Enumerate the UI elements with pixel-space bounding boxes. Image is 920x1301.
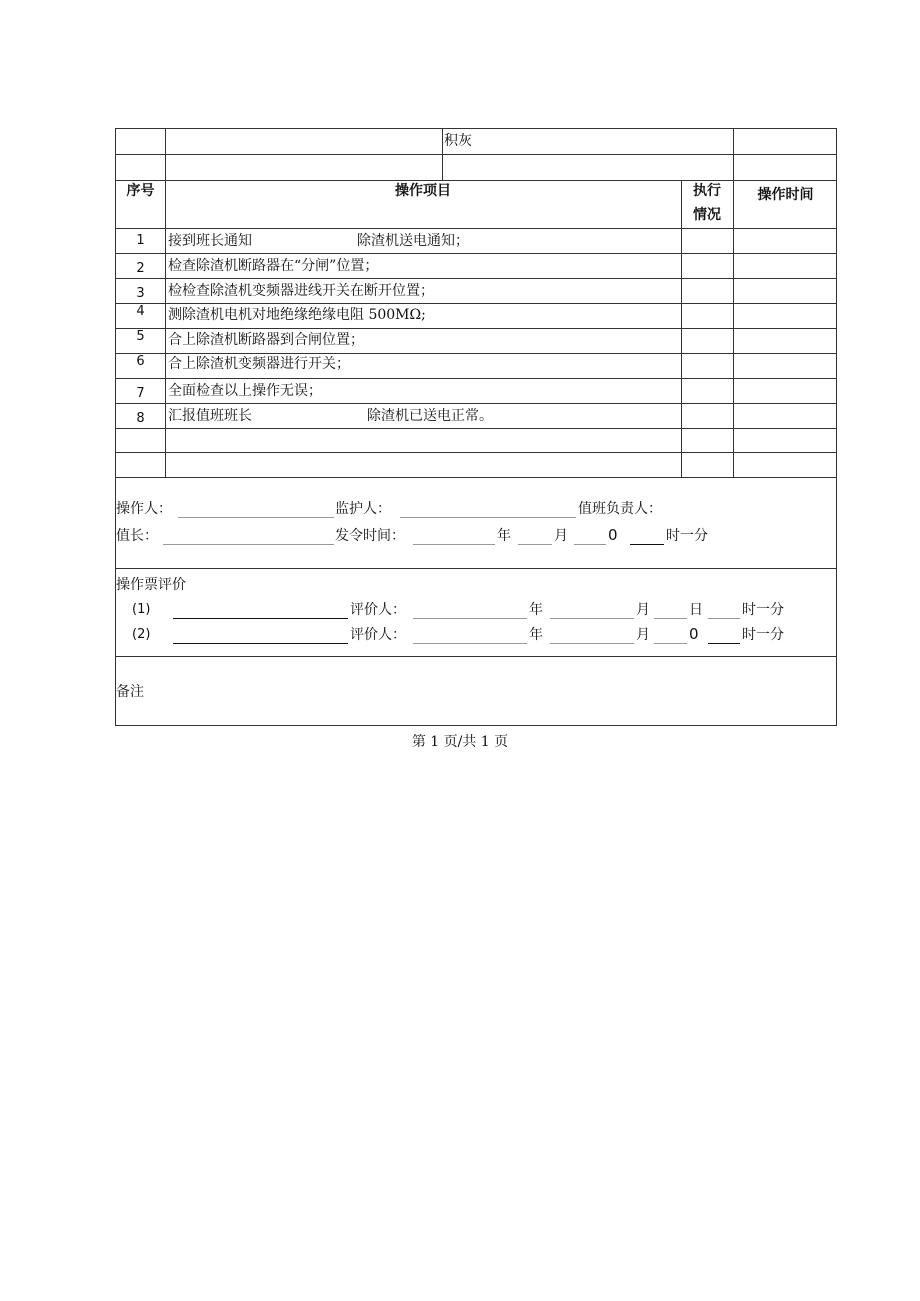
row-divider (116, 452, 836, 453)
col-divider (681, 180, 682, 477)
row-divider (116, 278, 836, 279)
day-value: 0 (608, 526, 618, 544)
step-number: 7 (136, 386, 145, 401)
step-text-2: 除渣机已送电正常。 (367, 408, 493, 424)
operator-label: 操作人： (116, 501, 172, 517)
time-end-label: 时一分 (742, 602, 784, 618)
supervisor-label: 监护人： (335, 501, 391, 517)
row-divider (116, 656, 836, 657)
step-text: 汇报值班班长 (168, 408, 252, 424)
step-text: 检检查除渣机变频器进线开关在断开位置； (168, 283, 434, 299)
col-divider (442, 129, 443, 180)
supervisor-field[interactable] (400, 517, 576, 518)
page-footer: 第 1 页/共 1 页 (411, 734, 509, 750)
row-divider (116, 180, 836, 181)
evaluator-label: 评价人： (350, 602, 406, 618)
step-text: 接到班长通知 (168, 233, 252, 249)
evaluator-label: 评价人： (350, 627, 406, 643)
issue-month-field[interactable] (518, 544, 552, 545)
issue-day-field[interactable] (574, 544, 606, 545)
day-value: 0 (689, 625, 699, 643)
row-divider (116, 154, 836, 155)
row-divider (116, 428, 836, 429)
chief-field[interactable] (163, 544, 334, 545)
step-number: 3 (136, 286, 145, 301)
step-text: 合上除渣机变频器进行开关； (168, 356, 350, 372)
operator-field[interactable] (178, 517, 334, 518)
row-divider (116, 477, 836, 478)
evaluation-2-month-field[interactable] (550, 643, 634, 644)
evaluation-2-hour-field[interactable] (708, 643, 740, 644)
row-divider (116, 378, 836, 379)
evaluation-1-hour-field[interactable] (708, 618, 740, 619)
col-divider (733, 129, 734, 477)
issue-time-label: 发令时间： (335, 528, 405, 544)
evaluation-1-day-field[interactable] (654, 618, 687, 619)
evaluation-1-field[interactable] (173, 618, 348, 619)
row-divider (116, 403, 836, 404)
col-header-time: 操作时间 (757, 187, 814, 203)
step-number: 8 (136, 411, 145, 426)
row-divider (116, 328, 836, 329)
step-text-2: 除渣机送电通知； (357, 233, 469, 249)
month-label: 月 (636, 627, 650, 643)
month-label: 月 (554, 528, 568, 544)
ticket-title: 积灰 (444, 133, 472, 149)
time-end-label: 时一分 (742, 627, 784, 643)
step-number: 4 (136, 304, 145, 319)
row-divider (116, 228, 836, 229)
row-divider (116, 353, 836, 354)
issue-year-field[interactable] (413, 544, 495, 545)
operation-ticket-table (115, 128, 837, 726)
step-text: 全面检查以上操作无误； (168, 383, 322, 399)
day-label: 日 (689, 602, 703, 618)
evaluation-1-year-field[interactable] (413, 618, 527, 619)
remarks-label: 备注 (116, 684, 144, 700)
step-number: 1 (136, 233, 145, 248)
step-text: 测除渣机电机对地绝缘绝缘电阻 500MΩ; (168, 307, 426, 323)
evaluation-2-year-field[interactable] (413, 643, 527, 644)
step-number: 5 (136, 329, 145, 344)
year-label: 年 (497, 528, 511, 544)
col-header-exec: 执行 (693, 183, 721, 199)
evaluation-row-label: (1) (132, 602, 151, 617)
col-header-seq: 序号 (126, 183, 155, 199)
evaluation-1-month-field[interactable] (550, 618, 634, 619)
issue-hour-field[interactable] (630, 544, 664, 545)
step-text: 合上除渣机断路器到合闸位置； (168, 332, 364, 348)
evaluation-row-label: (2) (132, 627, 151, 642)
time-end-label: 时一分 (666, 528, 708, 544)
evaluation-title: 操作票评价 (116, 577, 186, 593)
step-text: 检查除渣机断路器在“分闸”位置； (168, 258, 379, 274)
duty-lead-label: 值班负责人： (578, 501, 662, 517)
chief-label: 值长： (116, 528, 158, 544)
evaluation-2-day-field[interactable] (654, 643, 687, 644)
step-number: 6 (136, 354, 145, 369)
col-header-item: 操作项目 (395, 183, 451, 199)
row-divider (116, 303, 836, 304)
row-divider (116, 253, 836, 254)
year-label: 年 (529, 627, 543, 643)
step-number: 2 (136, 261, 145, 276)
col-header-exec-2: 情况 (693, 207, 721, 223)
year-label: 年 (529, 602, 543, 618)
evaluation-2-field[interactable] (173, 643, 348, 644)
row-divider (116, 568, 836, 569)
month-label: 月 (636, 602, 650, 618)
